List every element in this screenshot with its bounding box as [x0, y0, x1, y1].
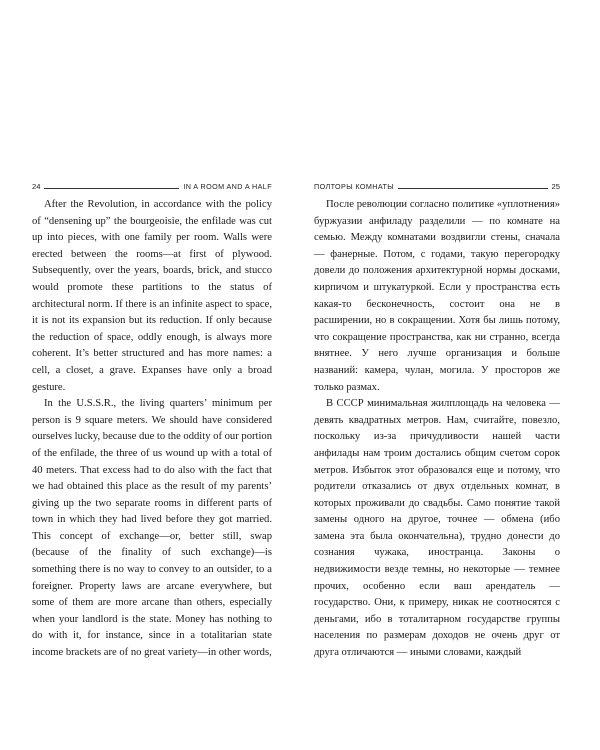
right-header-rule	[398, 188, 547, 189]
left-body-text	[32, 197, 272, 662]
left-page-number: 24	[32, 182, 41, 191]
left-paragraph-2: In the U.S.S.R., the living quarters’ minimum per person is 9 square meters. We should have considered ourselves lucky, because due to the oddity of our portion of the enfilade, the three of us wound up with a total of 40 meters. That excess had to do also with the fact that we had obtained this place as the result of my parents’ giving up the two separate rooms in different parts of town in which they had lived before they got married. This concept of exchange—or, better still, swap (because of the finality of such exchange)—is something there is no way to convey to an outsider, to a foreigner. Property laws are arcane everywhere, but some of them are more arcane than others, especially when your landlord is the state. Money has nothing to do with it, for instance, since in a totalitarian state income brackets are of no great variety—in other words,	[32, 398, 272, 659]
right-body-text	[314, 197, 560, 662]
right-paragraph-1: После революции согласно политике «уплотнения» буржуазии анфиладу разделили — по комнате на семью. Между комнатами воздвигли стены, сначала — фанерные. Потом, с годами, такую перегородку довели до положения архитектурной нормы досками, кирпичом и штукатуркой. Если у пространства есть какая-то бесконечность, состоит она не в расширении, но в сокращении. Хотя бы лишь потому, что сокращение пространства, как ни странно, всегда внятнее. У него лучше организация и больше названий: камера, чулан, могила. У просторов же только размах.	[314, 199, 560, 393]
right-running-head	[314, 179, 560, 191]
right-running-title: ПОЛТОРЫ КОМНАТЫ	[314, 182, 395, 191]
left-page	[32, 0, 272, 750]
right-page	[314, 0, 560, 750]
right-page-number: 25	[551, 182, 560, 191]
left-paragraph-1: After the Revolution, in accordance with the policy of “densening up” the bourgeoisie, the enfilade was cut up into pieces, with one family per room. Walls were erected between the rooms—at first of plywood. Subsequently, over the years, boards, brick, and stucco would promote these partitions to the status of architectural norm. If there is an infinite aspect to space, it is not its expansion but its reduction. If only because the reduction of space, oddly enough, is always more coherent. It’s better structured and has more names: a cell, a closet, a grave. Expanses have only a broad gesture.	[32, 199, 272, 393]
right-paragraph-2: В СССР минимальная жилплощадь на человека — девять квадратных метров. Нам, считайте, повезло, поскольку из-за причудливости нашей части анфилады нам троим достались общим счетом сорок метров. Избыток этот образовался еще и потому, что родители отказались от двух отдельных комнат, в которых проживали до свадьбы. Само понятие такой замены одного на другое, точнее — обмена (ибо замена эта была окончательна), трудно донести до сознания чужака, иностранца. Законы о недвижимости везде темны, но некоторые — темнее прочих, особенно если ваш арендатель — государство. Они, к примеру, никак не соотносятся с деньгами, ибо в тоталитарном государстве группы населения по размерам доходов не очень друг от друга отличаются — иными словами, каждый	[314, 398, 560, 659]
left-running-head	[32, 179, 272, 191]
left-header-rule	[44, 188, 179, 189]
left-running-title: IN A ROOM AND A HALF	[183, 182, 272, 191]
